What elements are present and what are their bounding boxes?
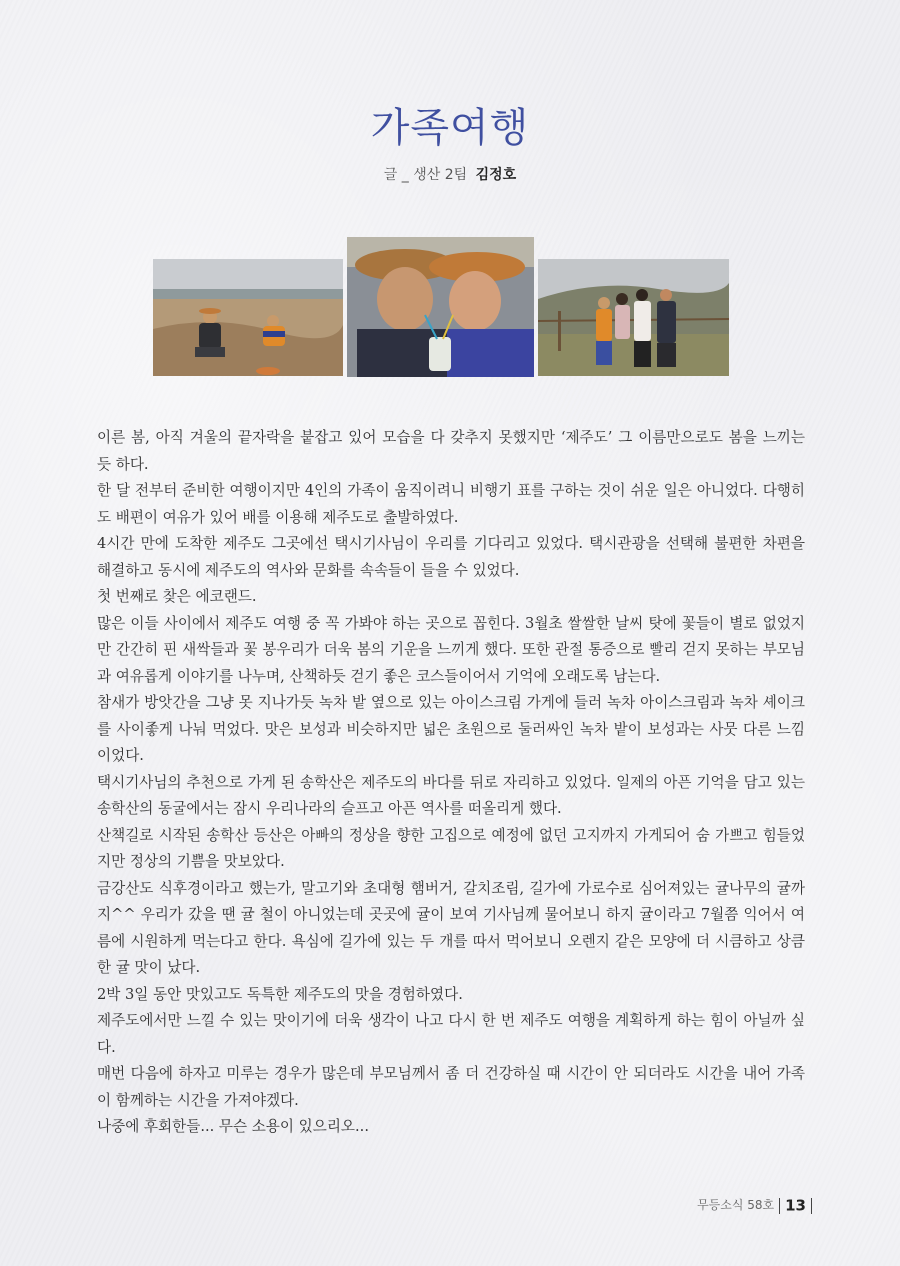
paragraph: 산책길로 시작된 송학산 등산은 아빠의 정상을 향한 고집으로 예정에 없던 고지까지 가게되어 숨 가쁘고 힘들었지만 정상의 기쁨을 맛보았다.: [97, 826, 805, 870]
paragraph: 택시기사님의 추천으로 가게 된 송학산은 제주도의 바다를 뒤로 자리하고 있었다. 일제의 아픈 기억을 담고 있는 송학산의 동굴에서는 잠시 우리나라의 슬프고 아픈 역사를 떠올리게 했다.: [97, 773, 805, 817]
paragraph: 한 달 전부터 준비한 여행이지만 4인의 가족이 움직이려니 비행기 표를 구하는 것이 쉬운 일은 아니었다. 다행히도 배편이 여유가 있어 배를 이용해 제주도로 출발하였다.: [97, 482, 805, 526]
paragraph: 참새가 방앗간을 그냥 못 지나가듯 녹차 밭 옆으로 있는 아이스크림 가게에 들러 녹차 아이스크림과 녹차 셰이크를 사이좋게 나눠 먹었다. 맛은 보성과 비슷하지만 넓은 초원으로 둘러싸인 녹차 밭이 보성과는 사뭇 다른 느낌이었다.: [97, 694, 805, 764]
paragraph: 첫 번째로 찾은 에코랜드.: [97, 588, 257, 605]
photo-sharing-shake: [347, 237, 534, 377]
paragraph: 금강산도 식후경이라고 했는가, 말고기와 초대형 햄버거, 갈치조림, 길가에 가로수로 심어져있는 귤나무의 귤까지^^ 우리가 갔을 땐 귤 철이 아니었는데 곳곳에 귤이 보여 기사님께 물어보니 하지 귤이라고 7월쯤 익어서 여름에 시원하게 먹는다고 한다. 욕심에 길가에 있는 두 개를 따서 먹어보니 오렌지 같은 모양에 더 시큼하고 상큼한 귤 맛이 났다.: [97, 879, 805, 976]
footer-divider: [779, 1198, 780, 1214]
author-name: 김정호: [475, 167, 517, 183]
paragraph: 매번 다음에 하자고 미루는 경우가 많은데 부모님께서 좀 더 건강하실 때 시간이 안 되더라도 시간을 내어 가족이 함께하는 시간을 가져야겠다.: [97, 1065, 805, 1109]
photo-hillside-rest: [153, 259, 343, 376]
paragraph: 4시간 만에 도착한 제주도 그곳에선 택시기사님이 우리를 기다리고 있었다. 택시관광을 선택해 불편한 차편을 해결하고 동시에 제주도의 역사와 문화를 속속들이 들을 수 있었다.: [97, 535, 805, 579]
photo-family-portrait: [538, 259, 729, 376]
page-footer: [697, 1196, 817, 1215]
paragraph: 나중에 후회한들... 무슨 소용이 있으리오...: [97, 1118, 369, 1135]
article-body: [97, 425, 805, 1141]
byline-prefix: 글 _ 생산 2팀: [383, 167, 468, 183]
paragraph: 제주도에서만 느낄 수 있는 맛이기에 더욱 생각이 나고 다시 한 번 제주도 여행을 계획하게 하는 힘이 아닐까 싶다.: [97, 1012, 805, 1056]
footer-divider: [811, 1198, 812, 1214]
paragraph: 2박 3일 동안 맛있고도 독특한 제주도의 맛을 경험하였다.: [97, 985, 463, 1003]
photo-strip: [153, 237, 729, 377]
byline: [0, 164, 900, 184]
page-number: 13: [785, 1196, 806, 1215]
magazine-issue: 무등소식 58호: [697, 1198, 775, 1212]
paragraph: 이른 봄, 아직 겨울의 끝자락을 붙잡고 있어 모습을 다 갖추지 못했지만 ‘제주도’ 그 이름만으로도 봄을 느끼는 듯 하다.: [97, 429, 805, 473]
paragraph: 많은 이들 사이에서 제주도 여행 중 꼭 가봐야 하는 곳으로 꼽힌다. 3월초 쌀쌀한 날씨 탓에 꽃들이 별로 없었지만 간간히 핀 새싹들과 꽃 봉우리가 더욱 봄의 기운을 느끼게 했다. 또한 관절 통증으로 빨리 걷지 못하는 부모님과 여유롭게 이야기를 나누며, 산책하듯 걷기 좋은 코스들이어서 기억에 오래도록 남는다.: [97, 614, 805, 685]
article-title: 가족여행: [370, 105, 530, 151]
